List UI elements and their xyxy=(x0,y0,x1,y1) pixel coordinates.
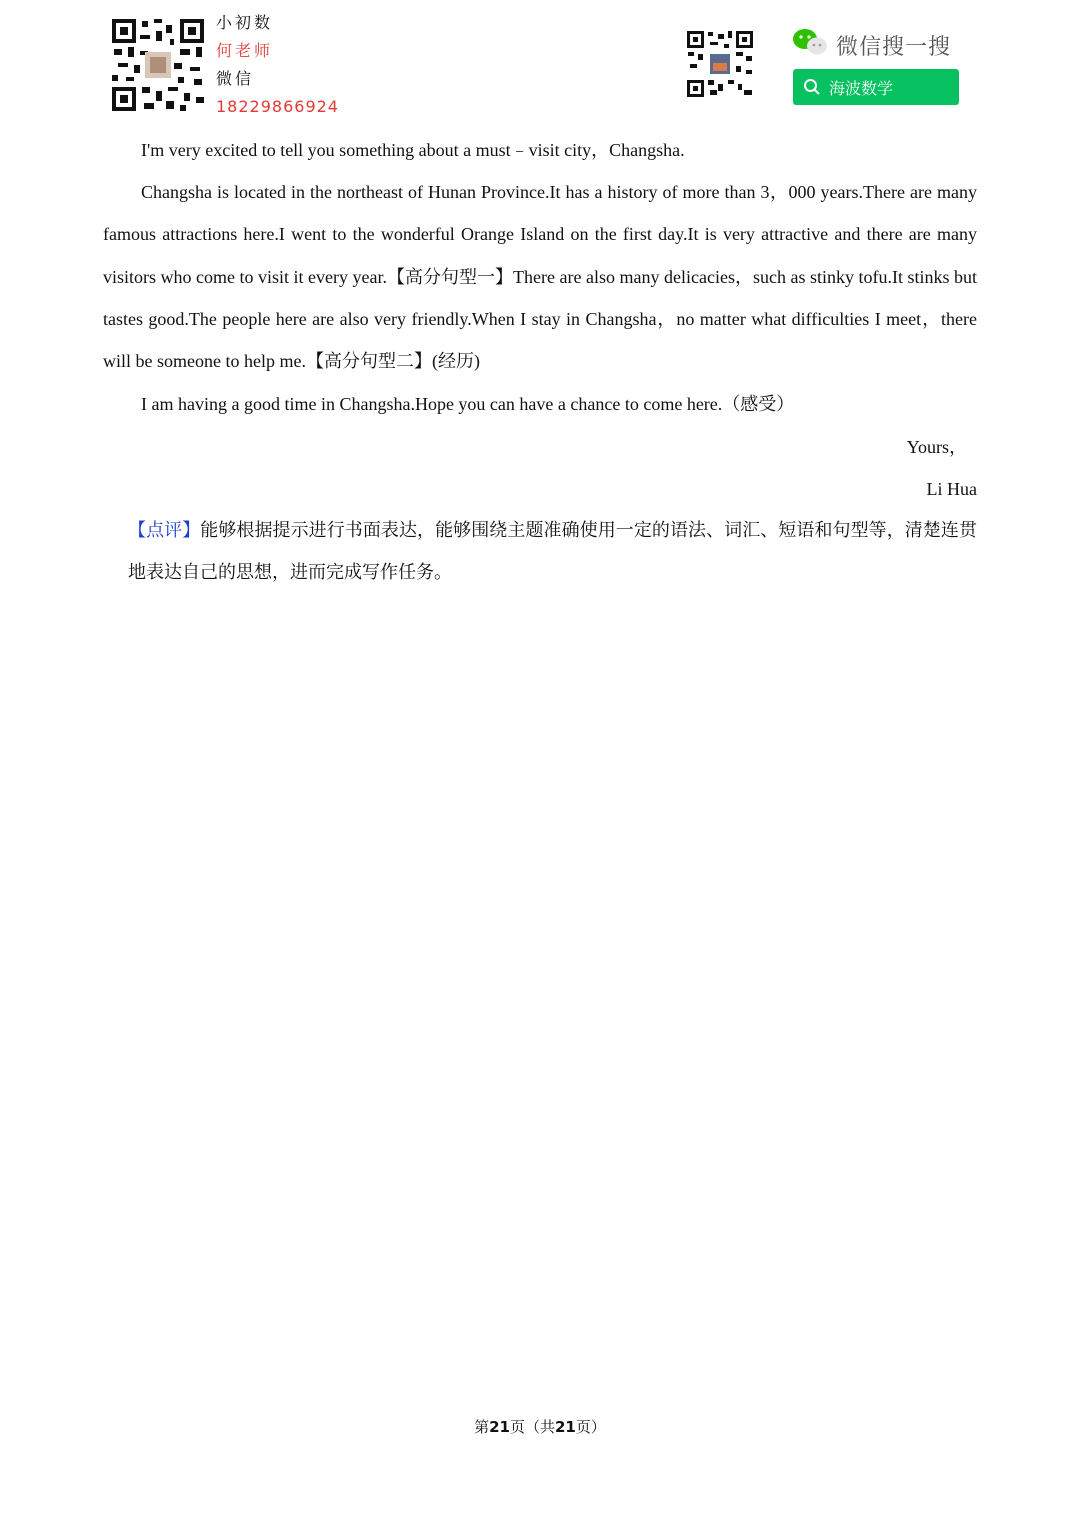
review-label: 【点评】 xyxy=(128,520,201,541)
footer-prefix: 第 xyxy=(474,1418,490,1436)
essay-signature: Li Hua xyxy=(926,479,977,499)
footer-suffix: 页） xyxy=(575,1418,606,1436)
teacher-info-line-3: 微信 xyxy=(216,69,255,88)
wechat-search-title: 微信搜一搜 xyxy=(836,35,952,60)
footer-page-number: 21 xyxy=(489,1418,510,1436)
review-paragraph xyxy=(128,510,977,595)
wechat-logo-icon xyxy=(792,27,828,57)
search-button-label: 海波数学 xyxy=(829,78,894,98)
footer-total-pages: 21 xyxy=(555,1418,576,1436)
essay-paragraph-3: I am having a good time in Changsha.Hope you can have a chance to come here.（感受） xyxy=(141,394,795,414)
qr-code-left xyxy=(110,17,206,113)
search-icon xyxy=(803,78,821,96)
teacher-info xyxy=(216,9,339,121)
essay-paragraph-2: Changsha is located in the northeast of Hunan Province.It has a history of more than 3，000 years.There are many famous attractions here.I went to the wonderful Orange Island on the first day.It is very attractive and there are many visitors who come to visit it every year.【高分句型一】There are also many delicacies，such as stinky tofu.It stinks but tastes good.The people here are also very friendly.When I stay in Changsha，no matter what difficulties I meet，there will be someone to help me.【高分句型二】(经历) xyxy=(103,182,977,372)
qr-code-icon xyxy=(686,30,754,98)
phone-number: 18229866924 xyxy=(216,97,339,116)
teacher-name: 何老师 xyxy=(216,41,274,60)
search-button[interactable] xyxy=(793,69,959,105)
teacher-info-line-1: 小初数 xyxy=(216,13,274,32)
review-text: 能够根据提示进行书面表达，能够围绕主题准确使用一定的语法、词汇、短语和句型等，清楚连贯地表达自己的思想，进而完成写作任务。 xyxy=(128,520,978,584)
essay-closing: Yours， xyxy=(906,437,967,457)
footer-middle: 页（共 xyxy=(509,1418,555,1436)
essay-paragraph-1: I'm very excited to tell you something about a must﹣visit city，Changsha. xyxy=(141,140,685,160)
page-footer xyxy=(0,1416,1080,1437)
qr-code-icon xyxy=(110,17,206,113)
qr-code-right xyxy=(686,30,754,98)
